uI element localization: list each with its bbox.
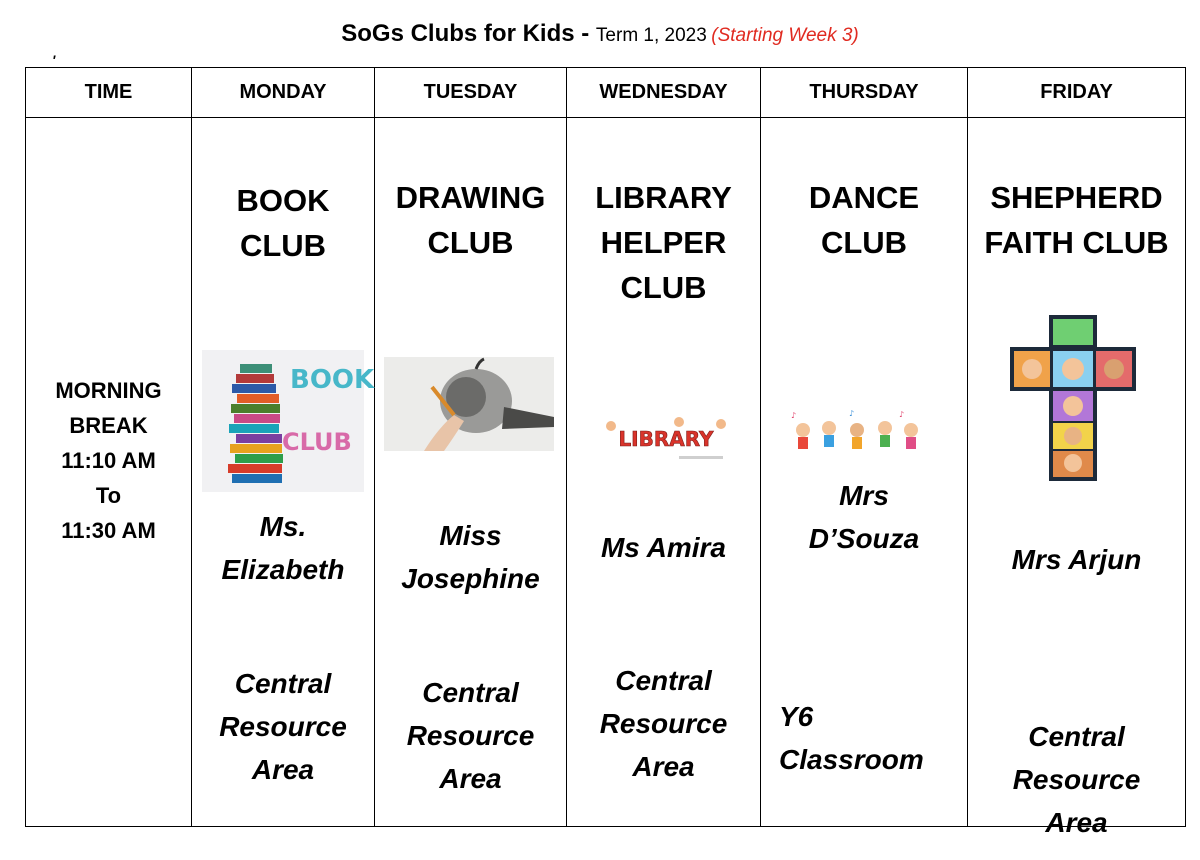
title-main: SoGs Clubs for Kids [341,20,575,47]
teacher-name: Ms. Elizabeth [221,511,345,585]
wednesday-cell [567,118,761,827]
svg-text:♪: ♪ [849,409,855,418]
svg-text:♪: ♪ [791,411,797,420]
col-wednesday: WEDNESDAY [567,68,761,118]
club-name: DANCE CLUB [808,180,920,260]
time-line: 11:30 AM [61,517,156,543]
stray-mark: ' [52,52,56,68]
time-slot-cell [26,118,192,827]
page-title [0,20,1200,48]
venue: Y6 Classroom [779,701,924,775]
col-thursday: THURSDAY [761,68,968,118]
dancing-kids-icon [789,410,925,460]
venue: Central Resource Area [599,665,728,782]
col-friday: FRIDAY [968,68,1186,118]
time-line: MORNING [55,377,162,403]
teacher-name: Mrs D’Souza [808,480,920,554]
title-starting: (Starting Week 3) [711,25,859,46]
drawing-photo-icon [384,357,554,451]
svg-text:♪: ♪ [899,410,905,419]
thursday-cell [761,118,968,827]
tuesday-cell [375,118,567,827]
title-separator: - [574,20,596,47]
svg-text:LIBRARY: LIBRARY [618,427,714,451]
clubs-timetable [25,67,1186,838]
club-name: BOOK CLUB [236,183,330,263]
stained-glass-cross-icon [1008,313,1138,483]
teacher-name: Miss Josephine [401,520,540,594]
club-name: SHEPHERD FAITH CLUB [984,180,1169,260]
time-line: To [95,482,122,508]
col-tuesday: TUESDAY [375,68,567,118]
svg-text:BOOK: BOOK [290,365,375,395]
venue: Central Resource Area [219,668,347,785]
book-club-icon [202,350,375,492]
monday-cell [192,118,375,827]
library-icon [603,412,729,464]
title-term: Term 1, 2023 [595,25,707,46]
club-name: LIBRARY HELPER CLUB [595,180,732,305]
col-monday: MONDAY [192,68,375,118]
time-line: BREAK [69,412,148,438]
svg-text:CLUB: CLUB [282,428,352,456]
teacher-name: Mrs Arjun [1011,544,1142,575]
time-line: 11:10 AM [61,447,156,473]
teacher-name: Ms Amira [600,532,726,563]
header-row [26,68,1186,118]
venue: Central Resource Area [406,677,535,794]
table-row [26,118,1186,827]
col-time: TIME [26,68,192,118]
friday-cell [968,118,1186,838]
venue: Central Resource Area [1012,721,1141,838]
club-name: DRAWING CLUB [395,180,546,260]
